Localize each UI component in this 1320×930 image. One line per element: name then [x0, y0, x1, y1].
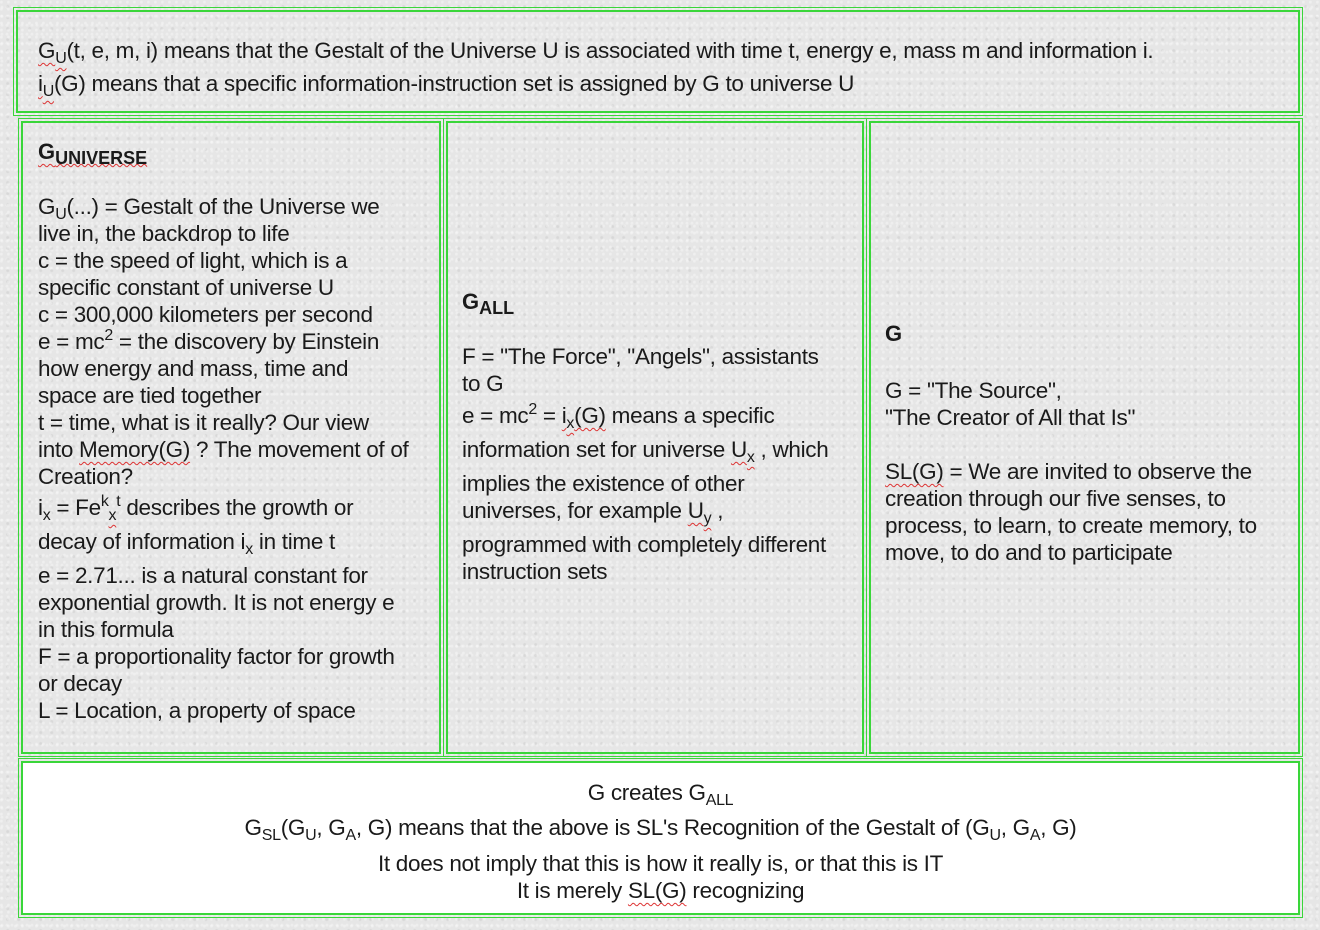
universe-line: $e = mc^2$ = the discovery by Einstein	[38, 327, 380, 354]
source-line: "The Creator of All that Is"	[885, 405, 1136, 430]
universe-line: e = 2.71... is a natural constant for	[38, 563, 368, 588]
source-heading: G	[885, 321, 903, 346]
universe-line: F = a proportionality factor for growth	[38, 644, 395, 669]
summary-line: It does not imply that this is how it really is, or that this is IT	[377, 851, 944, 876]
all-line: F = "The Force", "Angels", assistants	[462, 344, 819, 369]
universe-line: how energy and mass, time and	[38, 356, 349, 381]
universe-line: $i_x = Fe^k_x^t$ describes the growth or	[38, 493, 354, 524]
universe-line: specific constant of universe U	[38, 275, 334, 300]
summary-panel	[21, 761, 1300, 915]
universe-line: in this formula	[38, 617, 174, 642]
definitions-panel	[16, 10, 1300, 113]
universe-line: space are tied together	[38, 383, 262, 408]
source-line: move, to do and to participate	[885, 540, 1173, 565]
universe-line: L = Location, a property of space	[38, 698, 356, 723]
universe-heading: $G_{UNIVERSE}$	[38, 139, 148, 168]
source-line: G = "The Source",	[885, 378, 1062, 403]
all-heading: $G_{ALL}$	[462, 289, 515, 318]
universe-line: t = time, what is it really? Our view	[38, 410, 369, 435]
source-line: creation through our five senses, to	[885, 486, 1226, 511]
definition-iu: $i_U(G)$ means that a specific information-instruction set is assigned by G to universe U	[38, 71, 855, 100]
summary-line: $G_{SL}(G_U$, $G_A$, G) means that the above is SL's Recognition of the Gestalt of ($G_U$, $G_A$, G)	[244, 815, 1077, 844]
universe-line: Creation?	[38, 464, 133, 489]
all-line: $e = mc^2 = i_x(G)$ means a specific	[462, 401, 775, 432]
all-column	[446, 121, 864, 754]
source-line: SL(G) = We are invited to observe the	[885, 459, 1252, 484]
source-line: process, to learn, to create memory, to	[885, 513, 1257, 538]
summary-line: G creates $G_{ALL}$	[587, 780, 734, 809]
all-line: to G	[462, 371, 504, 396]
all-line: universes, for example $U_y$ ,	[462, 498, 724, 527]
memory-term: Memory(G)	[79, 437, 191, 462]
universe-line: c = 300,000 kilometers per second	[38, 302, 373, 327]
all-line: implies the existence of other	[462, 471, 745, 496]
all-line: instruction sets	[462, 559, 608, 584]
universe-line: into Memory(G) ? The movement of of	[38, 437, 409, 462]
all-line: information set for universe $U_x$ , which	[462, 437, 829, 466]
universe-line: or decay	[38, 671, 122, 696]
universe-line: exponential growth. It is not energy e	[38, 590, 395, 615]
universe-line: $G_U(...)$ = Gestalt of the Universe we	[38, 194, 380, 223]
universe-line: decay of information $i_x$ in time t	[38, 529, 335, 558]
universe-column	[21, 121, 441, 754]
summary-line: It is merely SL(G) recognizing	[516, 878, 805, 903]
all-line: programmed with completely different	[462, 532, 826, 557]
universe-line: c = the speed of light, which is a	[38, 248, 348, 273]
definition-gu: $G_U(t$, e, m, i) means that the Gestalt of the Universe U is associated with time t, energy e, mass m and information i.	[38, 38, 1154, 67]
universe-line: live in, the backdrop to life	[38, 221, 290, 246]
source-column	[869, 121, 1300, 754]
spacer	[885, 431, 1290, 458]
